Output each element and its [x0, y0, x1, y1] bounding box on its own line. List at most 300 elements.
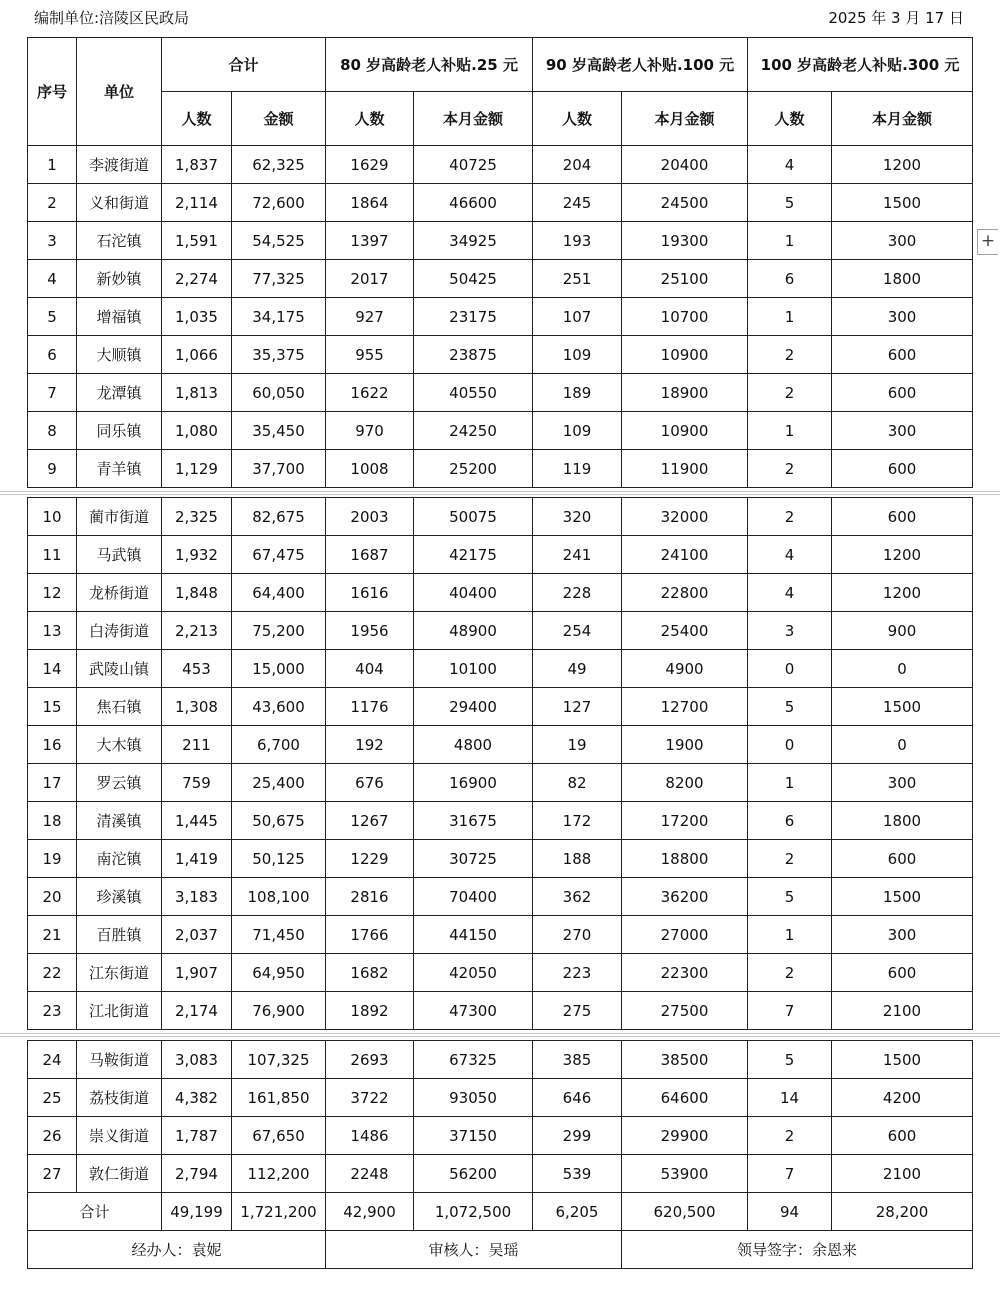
people-80-cell: 192 [326, 726, 414, 764]
header-90-amount: 本月金额 [622, 92, 748, 146]
unit-cell: 马武镇 [77, 536, 162, 574]
amount-80-cell: 16900 [414, 764, 533, 802]
total-people-cell: 1,035 [162, 298, 232, 336]
seq-cell: 27 [28, 1155, 77, 1193]
table-row [28, 1041, 973, 1079]
seq-cell: 9 [28, 450, 77, 488]
total-amount-cell: 25,400 [232, 764, 326, 802]
subsidy-table-part-2 [27, 497, 973, 1030]
unit-cell: 南沱镇 [77, 840, 162, 878]
table-row [28, 688, 973, 726]
seq-cell: 4 [28, 260, 77, 298]
total-amount-cell: 35,450 [232, 412, 326, 450]
people-100-cell: 1 [748, 412, 832, 450]
total-amount-cell: 34,175 [232, 298, 326, 336]
seq-cell: 6 [28, 336, 77, 374]
people-80-cell: 2248 [326, 1155, 414, 1193]
amount-90-cell: 10900 [622, 336, 748, 374]
people-90-cell: 49 [533, 650, 622, 688]
people-80-cell: 1687 [326, 536, 414, 574]
rows-24-27 [28, 1041, 973, 1193]
people-90-cell: 19 [533, 726, 622, 764]
amount-80-cell: 30725 [414, 840, 533, 878]
amount-90-cell: 22800 [622, 574, 748, 612]
table-row [28, 612, 973, 650]
table-row [28, 574, 973, 612]
unit-cell: 敦仁街道 [77, 1155, 162, 1193]
people-80-cell: 1682 [326, 954, 414, 992]
table-row [28, 1155, 973, 1193]
seq-cell: 25 [28, 1079, 77, 1117]
people-80-cell: 927 [326, 298, 414, 336]
totals-people: 49,199 [162, 1193, 232, 1231]
total-amount-cell: 107,325 [232, 1041, 326, 1079]
table-row [28, 222, 973, 260]
total-amount-cell: 72,600 [232, 184, 326, 222]
amount-80-cell: 40550 [414, 374, 533, 412]
amount-100-cell: 300 [832, 412, 973, 450]
total-amount-cell: 6,700 [232, 726, 326, 764]
totals-80-people: 42,900 [326, 1193, 414, 1231]
people-90-cell: 107 [533, 298, 622, 336]
page-break-line [0, 1036, 1000, 1037]
amount-80-cell: 70400 [414, 878, 533, 916]
people-100-cell: 7 [748, 992, 832, 1030]
total-amount-cell: 35,375 [232, 336, 326, 374]
unit-cell: 百胜镇 [77, 916, 162, 954]
people-80-cell: 955 [326, 336, 414, 374]
total-amount-cell: 54,525 [232, 222, 326, 260]
handler-signature: 经办人：袁妮 [28, 1231, 326, 1269]
people-90-cell: 299 [533, 1117, 622, 1155]
people-100-cell: 1 [748, 916, 832, 954]
total-people-cell: 1,080 [162, 412, 232, 450]
people-100-cell: 4 [748, 536, 832, 574]
total-amount-cell: 43,600 [232, 688, 326, 726]
amount-80-cell: 42175 [414, 536, 533, 574]
amount-80-cell: 56200 [414, 1155, 533, 1193]
people-80-cell: 1008 [326, 450, 414, 488]
people-100-cell: 5 [748, 878, 832, 916]
table-row [28, 840, 973, 878]
table-row [28, 650, 973, 688]
compiling-unit: 编制单位:涪陵区民政局 [34, 9, 190, 27]
unit-cell: 增福镇 [77, 298, 162, 336]
total-people-cell: 1,907 [162, 954, 232, 992]
seq-cell: 2 [28, 184, 77, 222]
totals-100-amount: 28,200 [832, 1193, 973, 1231]
total-people-cell: 1,813 [162, 374, 232, 412]
header-80-people: 人数 [326, 92, 414, 146]
people-90-cell: 109 [533, 336, 622, 374]
seq-cell: 22 [28, 954, 77, 992]
unit-cell: 江北街道 [77, 992, 162, 1030]
total-amount-cell: 108,100 [232, 878, 326, 916]
signature-row [28, 1231, 973, 1269]
amount-100-cell: 1500 [832, 688, 973, 726]
people-90-cell: 193 [533, 222, 622, 260]
people-80-cell: 2693 [326, 1041, 414, 1079]
amount-80-cell: 42050 [414, 954, 533, 992]
amount-90-cell: 10900 [622, 412, 748, 450]
people-80-cell: 3722 [326, 1079, 414, 1117]
people-90-cell: 245 [533, 184, 622, 222]
seq-cell: 16 [28, 726, 77, 764]
total-amount-cell: 60,050 [232, 374, 326, 412]
table-row [28, 450, 973, 488]
amount-90-cell: 24100 [622, 536, 748, 574]
add-button[interactable]: + [977, 229, 998, 255]
amount-80-cell: 44150 [414, 916, 533, 954]
subsidy-table-part-1 [27, 37, 973, 488]
seq-cell: 24 [28, 1041, 77, 1079]
unit-cell: 大顺镇 [77, 336, 162, 374]
people-80-cell: 970 [326, 412, 414, 450]
amount-80-cell: 93050 [414, 1079, 533, 1117]
page-break-line [0, 494, 1000, 495]
people-90-cell: 275 [533, 992, 622, 1030]
people-90-cell: 127 [533, 688, 622, 726]
amount-90-cell: 4900 [622, 650, 748, 688]
amount-90-cell: 24500 [622, 184, 748, 222]
total-amount-cell: 77,325 [232, 260, 326, 298]
seq-cell: 23 [28, 992, 77, 1030]
amount-100-cell: 300 [832, 916, 973, 954]
people-100-cell: 3 [748, 612, 832, 650]
unit-cell: 清溪镇 [77, 802, 162, 840]
amount-100-cell: 2100 [832, 992, 973, 1030]
totals-90-people: 6,205 [533, 1193, 622, 1231]
amount-100-cell: 600 [832, 954, 973, 992]
amount-80-cell: 47300 [414, 992, 533, 1030]
amount-100-cell: 900 [832, 612, 973, 650]
seq-cell: 18 [28, 802, 77, 840]
amount-90-cell: 20400 [622, 146, 748, 184]
table-row [28, 764, 973, 802]
unit-cell: 石沱镇 [77, 222, 162, 260]
people-100-cell: 2 [748, 450, 832, 488]
total-amount-cell: 50,125 [232, 840, 326, 878]
total-people-cell: 1,591 [162, 222, 232, 260]
seq-cell: 8 [28, 412, 77, 450]
amount-100-cell: 1500 [832, 184, 973, 222]
people-100-cell: 0 [748, 726, 832, 764]
total-people-cell: 2,174 [162, 992, 232, 1030]
total-people-cell: 1,445 [162, 802, 232, 840]
amount-80-cell: 23875 [414, 336, 533, 374]
total-amount-cell: 82,675 [232, 498, 326, 536]
people-100-cell: 5 [748, 1041, 832, 1079]
amount-100-cell: 1500 [832, 878, 973, 916]
people-90-cell: 254 [533, 612, 622, 650]
amount-90-cell: 1900 [622, 726, 748, 764]
people-80-cell: 1616 [326, 574, 414, 612]
people-90-cell: 251 [533, 260, 622, 298]
people-100-cell: 2 [748, 1117, 832, 1155]
people-100-cell: 2 [748, 498, 832, 536]
people-80-cell: 1892 [326, 992, 414, 1030]
amount-80-cell: 24250 [414, 412, 533, 450]
amount-100-cell: 600 [832, 336, 973, 374]
people-100-cell: 0 [748, 650, 832, 688]
total-people-cell: 2,325 [162, 498, 232, 536]
people-100-cell: 4 [748, 574, 832, 612]
people-100-cell: 14 [748, 1079, 832, 1117]
amount-80-cell: 34925 [414, 222, 533, 260]
header-row-groups [28, 38, 973, 92]
people-100-cell: 2 [748, 336, 832, 374]
amount-80-cell: 31675 [414, 802, 533, 840]
people-80-cell: 2003 [326, 498, 414, 536]
people-80-cell: 1622 [326, 374, 414, 412]
amount-80-cell: 10100 [414, 650, 533, 688]
people-80-cell: 1766 [326, 916, 414, 954]
header-row-fields [28, 92, 973, 146]
header-group-90: 90 岁高龄老人补贴.100 元 [533, 38, 748, 92]
table-row [28, 374, 973, 412]
total-people-cell: 2,274 [162, 260, 232, 298]
people-90-cell: 646 [533, 1079, 622, 1117]
amount-90-cell: 19300 [622, 222, 748, 260]
unit-cell: 荔枝街道 [77, 1079, 162, 1117]
rows-1-9 [28, 146, 973, 488]
amount-80-cell: 4800 [414, 726, 533, 764]
people-100-cell: 7 [748, 1155, 832, 1193]
total-people-cell: 1,848 [162, 574, 232, 612]
table-row [28, 726, 973, 764]
total-amount-cell: 71,450 [232, 916, 326, 954]
unit-cell: 青羊镇 [77, 450, 162, 488]
table-row [28, 878, 973, 916]
amount-100-cell: 300 [832, 222, 973, 260]
amount-80-cell: 23175 [414, 298, 533, 336]
table-row [28, 336, 973, 374]
amount-100-cell: 1500 [832, 1041, 973, 1079]
people-80-cell: 1176 [326, 688, 414, 726]
people-90-cell: 241 [533, 536, 622, 574]
total-amount-cell: 67,650 [232, 1117, 326, 1155]
amount-100-cell: 1800 [832, 802, 973, 840]
total-people-cell: 2,114 [162, 184, 232, 222]
table-row [28, 498, 973, 536]
people-80-cell: 1397 [326, 222, 414, 260]
amount-90-cell: 36200 [622, 878, 748, 916]
seq-cell: 20 [28, 878, 77, 916]
header-80-amount: 本月金额 [414, 92, 533, 146]
amount-100-cell: 1200 [832, 536, 973, 574]
amount-90-cell: 18800 [622, 840, 748, 878]
amount-100-cell: 1200 [832, 574, 973, 612]
people-90-cell: 320 [533, 498, 622, 536]
people-80-cell: 1956 [326, 612, 414, 650]
people-80-cell: 1267 [326, 802, 414, 840]
unit-cell: 蔺市街道 [77, 498, 162, 536]
page-break-line [0, 1033, 1000, 1034]
unit-cell: 江东街道 [77, 954, 162, 992]
amount-80-cell: 40725 [414, 146, 533, 184]
people-90-cell: 188 [533, 840, 622, 878]
total-amount-cell: 64,400 [232, 574, 326, 612]
header-total-people: 人数 [162, 92, 232, 146]
people-90-cell: 189 [533, 374, 622, 412]
total-amount-cell: 64,950 [232, 954, 326, 992]
total-people-cell: 1,129 [162, 450, 232, 488]
total-amount-cell: 112,200 [232, 1155, 326, 1193]
total-amount-cell: 37,700 [232, 450, 326, 488]
amount-100-cell: 600 [832, 498, 973, 536]
people-90-cell: 362 [533, 878, 622, 916]
people-90-cell: 109 [533, 412, 622, 450]
amount-80-cell: 67325 [414, 1041, 533, 1079]
unit-cell: 义和街道 [77, 184, 162, 222]
people-100-cell: 1 [748, 298, 832, 336]
total-people-cell: 453 [162, 650, 232, 688]
people-90-cell: 270 [533, 916, 622, 954]
total-people-cell: 1,932 [162, 536, 232, 574]
table-row [28, 260, 973, 298]
people-90-cell: 119 [533, 450, 622, 488]
unit-cell: 崇义街道 [77, 1117, 162, 1155]
people-90-cell: 223 [533, 954, 622, 992]
seq-cell: 13 [28, 612, 77, 650]
people-100-cell: 2 [748, 374, 832, 412]
totals-amount: 1,721,200 [232, 1193, 326, 1231]
unit-cell: 武陵山镇 [77, 650, 162, 688]
total-people-cell: 3,083 [162, 1041, 232, 1079]
people-80-cell: 676 [326, 764, 414, 802]
seq-cell: 1 [28, 146, 77, 184]
header-total-amount: 金额 [232, 92, 326, 146]
leader-signature: 领导签字：余恩来 [622, 1231, 973, 1269]
total-amount-cell: 76,900 [232, 992, 326, 1030]
seq-cell: 7 [28, 374, 77, 412]
unit-cell: 龙桥街道 [77, 574, 162, 612]
total-people-cell: 3,183 [162, 878, 232, 916]
header-100-amount: 本月金额 [832, 92, 973, 146]
amount-90-cell: 25400 [622, 612, 748, 650]
amount-90-cell: 12700 [622, 688, 748, 726]
report-date: 2025 年 3 月 17 日 [828, 9, 964, 27]
seq-cell: 26 [28, 1117, 77, 1155]
header-90-people: 人数 [533, 92, 622, 146]
amount-90-cell: 11900 [622, 450, 748, 488]
amount-90-cell: 38500 [622, 1041, 748, 1079]
total-amount-cell: 161,850 [232, 1079, 326, 1117]
people-80-cell: 1229 [326, 840, 414, 878]
amount-80-cell: 29400 [414, 688, 533, 726]
people-90-cell: 204 [533, 146, 622, 184]
total-people-cell: 2,213 [162, 612, 232, 650]
totals-90-amount: 620,500 [622, 1193, 748, 1231]
total-people-cell: 2,037 [162, 916, 232, 954]
total-amount-cell: 50,675 [232, 802, 326, 840]
people-80-cell: 1486 [326, 1117, 414, 1155]
table-row [28, 146, 973, 184]
document-header [34, 8, 964, 28]
amount-100-cell: 600 [832, 840, 973, 878]
totals-label: 合计 [28, 1193, 162, 1231]
page-break-line [0, 491, 1000, 492]
amount-100-cell: 0 [832, 650, 973, 688]
unit-cell: 李渡街道 [77, 146, 162, 184]
amount-80-cell: 50425 [414, 260, 533, 298]
amount-100-cell: 600 [832, 374, 973, 412]
table-row [28, 536, 973, 574]
header-unit: 单位 [77, 38, 162, 146]
people-100-cell: 6 [748, 260, 832, 298]
totals-row [28, 1193, 973, 1231]
table-row [28, 1079, 973, 1117]
header-100-people: 人数 [748, 92, 832, 146]
table-row [28, 298, 973, 336]
amount-90-cell: 64600 [622, 1079, 748, 1117]
total-people-cell: 1,787 [162, 1117, 232, 1155]
people-100-cell: 2 [748, 840, 832, 878]
amount-80-cell: 40400 [414, 574, 533, 612]
seq-cell: 12 [28, 574, 77, 612]
amount-90-cell: 53900 [622, 1155, 748, 1193]
table-row [28, 992, 973, 1030]
amount-90-cell: 27000 [622, 916, 748, 954]
amount-90-cell: 25100 [622, 260, 748, 298]
unit-cell: 珍溪镇 [77, 878, 162, 916]
amount-90-cell: 18900 [622, 374, 748, 412]
total-amount-cell: 67,475 [232, 536, 326, 574]
people-100-cell: 4 [748, 146, 832, 184]
total-people-cell: 759 [162, 764, 232, 802]
amount-100-cell: 2100 [832, 1155, 973, 1193]
seq-cell: 15 [28, 688, 77, 726]
unit-cell: 焦石镇 [77, 688, 162, 726]
total-amount-cell: 15,000 [232, 650, 326, 688]
people-100-cell: 6 [748, 802, 832, 840]
subsidy-table-part-3 [27, 1040, 973, 1269]
amount-100-cell: 1800 [832, 260, 973, 298]
amount-90-cell: 29900 [622, 1117, 748, 1155]
reviewer-signature: 审核人：吴瑶 [326, 1231, 622, 1269]
seq-cell: 17 [28, 764, 77, 802]
amount-100-cell: 600 [832, 1117, 973, 1155]
people-100-cell: 1 [748, 222, 832, 260]
total-people-cell: 2,794 [162, 1155, 232, 1193]
amount-100-cell: 300 [832, 298, 973, 336]
total-people-cell: 1,308 [162, 688, 232, 726]
table-row [28, 412, 973, 450]
table-row [28, 916, 973, 954]
amount-90-cell: 10700 [622, 298, 748, 336]
table-row [28, 1117, 973, 1155]
people-100-cell: 2 [748, 954, 832, 992]
people-80-cell: 2017 [326, 260, 414, 298]
total-people-cell: 1,837 [162, 146, 232, 184]
unit-cell: 马鞍街道 [77, 1041, 162, 1079]
totals-100-people: 94 [748, 1193, 832, 1231]
seq-cell: 11 [28, 536, 77, 574]
header-group-80: 80 岁高龄老人补贴.25 元 [326, 38, 533, 92]
total-amount-cell: 75,200 [232, 612, 326, 650]
unit-cell: 罗云镇 [77, 764, 162, 802]
people-80-cell: 1864 [326, 184, 414, 222]
amount-80-cell: 50075 [414, 498, 533, 536]
people-90-cell: 385 [533, 1041, 622, 1079]
amount-100-cell: 0 [832, 726, 973, 764]
total-people-cell: 4,382 [162, 1079, 232, 1117]
people-90-cell: 539 [533, 1155, 622, 1193]
unit-cell: 白涛街道 [77, 612, 162, 650]
seq-cell: 10 [28, 498, 77, 536]
totals-80-amount: 1,072,500 [414, 1193, 533, 1231]
people-80-cell: 1629 [326, 146, 414, 184]
